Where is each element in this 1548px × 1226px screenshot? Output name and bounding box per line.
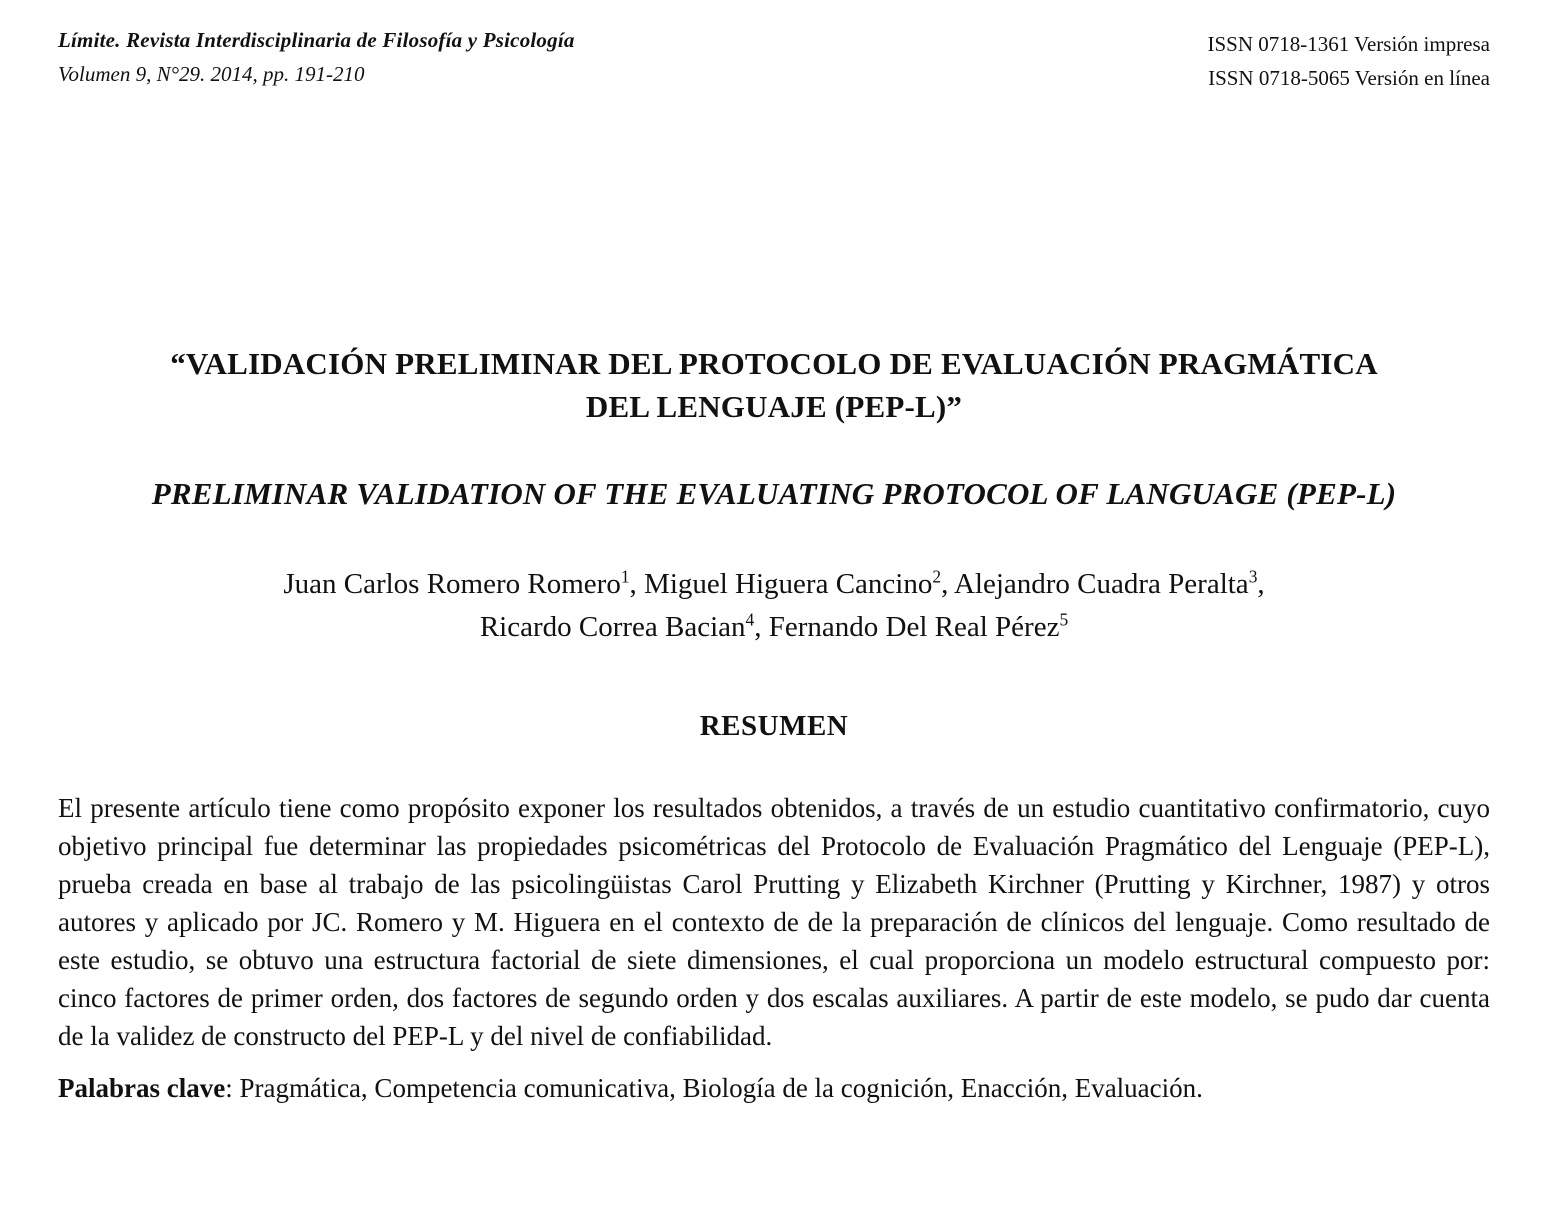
authors-line-2 bbox=[58, 606, 1490, 648]
abstract-text: El presente artículo tiene como propósito exponer los resultados obtenidos, a través de un estudio cuantitativo confirmatorio, cuyo objetivo principal fue determinar las propiedades psicométricas del Protocolo de Evaluación Pragmático del Lenguaje (PEP-L), prueba creada en base al trabajo de las psicolingüistas Carol Prutting y Elizabeth Kirchner (Prutting y Kirchner, 1987) y otros autores y aplicado por JC. Romero y M. Higuera en el contexto de de la preparación de clínicos del lenguaje. Como resultado de este estudio, se obtuvo una estructura factorial de siete dimensiones, el cual proporciona un modelo estructural compuesto por: cinco factores de primer orden, dos factores de segundo orden y dos escalas auxiliares. A partir de este modelo, se pudo dar cuenta de la validez de constructo del PEP-L y del nivel de confiabilidad. bbox=[58, 792, 1490, 1051]
author-name: Ricardo Correa Bacian bbox=[479, 610, 746, 643]
author-footnote-ref: 2 bbox=[932, 566, 942, 587]
keywords-line bbox=[58, 1069, 1490, 1107]
author-footnote-ref: 1 bbox=[620, 566, 630, 587]
issn-info bbox=[1207, 28, 1490, 95]
authors-line-1 bbox=[58, 563, 1490, 605]
journal-volume: Volumen 9, N°29. 2014, pp. 191-210 bbox=[58, 62, 365, 86]
author-footnote-ref: 4 bbox=[745, 608, 755, 629]
keywords-label: Palabras clave bbox=[58, 1072, 226, 1103]
issn-print: ISSN 0718-1361 Versión impresa bbox=[1207, 32, 1490, 56]
author-name: , Fernando Del Real Pérez bbox=[754, 610, 1060, 643]
journal-title: Límite. Revista Interdisciplinaria de Filosofía y Psicología bbox=[58, 28, 575, 52]
title-english: PRELIMINAR VALIDATION OF THE EVALUATING PROTOCOL OF LANGUAGE (PEP-L) bbox=[151, 475, 1397, 511]
paper-body bbox=[58, 343, 1490, 1106]
authors-block bbox=[58, 563, 1490, 647]
author-footnote-ref: 5 bbox=[1059, 608, 1069, 629]
author-separator: , bbox=[1257, 568, 1265, 601]
author-name: Juan Carlos Romero Romero bbox=[283, 568, 621, 601]
page-header bbox=[58, 28, 1490, 95]
issn-online: ISSN 0718-5065 Versión en línea bbox=[1208, 65, 1490, 90]
abstract-heading: RESUMEN bbox=[699, 709, 849, 742]
author-name: , Miguel Higuera Cancino bbox=[629, 568, 933, 601]
journal-info bbox=[58, 28, 575, 87]
author-footnote-ref: 3 bbox=[1248, 566, 1258, 587]
keywords-text: : Pragmática, Competencia comunicativa, Biología de la cognición, Enacción, Evaluación. bbox=[225, 1072, 1203, 1103]
author-name: , Alejandro Cuadra Peralta bbox=[941, 568, 1249, 601]
title-spanish: “VALIDACIÓN PRELIMINAR DEL PROTOCOLO DE EVALUACIÓN PRAGMÁTICA DEL LENGUAJE (PEP-L)” bbox=[170, 346, 1378, 424]
